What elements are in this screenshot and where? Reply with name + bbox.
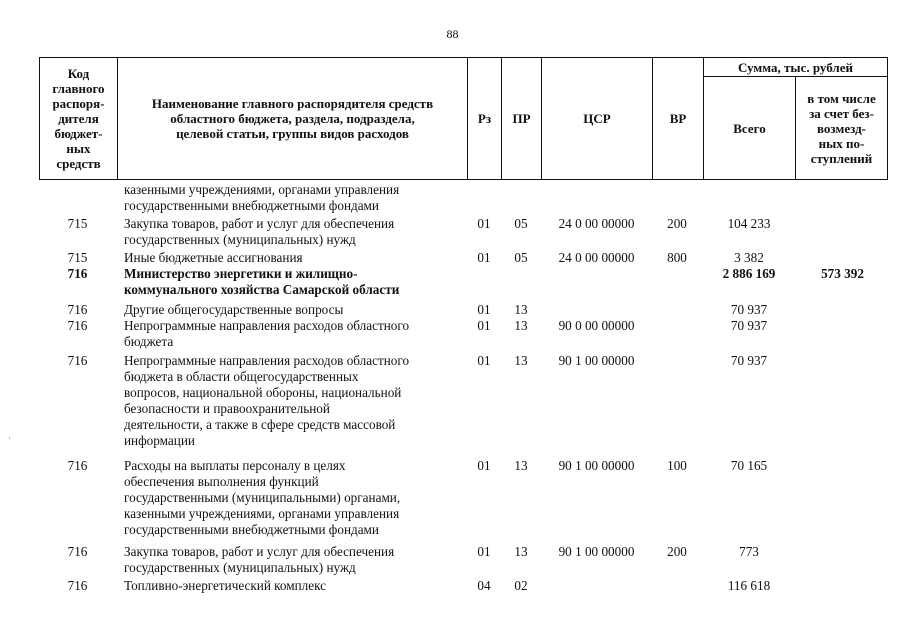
row-pr: 02 <box>514 578 528 593</box>
page-number: 88 <box>446 27 459 41</box>
row-vr: 200 <box>667 216 687 231</box>
row-pr: 13 <box>514 544 528 559</box>
row-name-line: бюджета <box>124 334 174 349</box>
row-name-line: государственных (муниципальных) нужд <box>124 560 356 575</box>
row-name-line: деятельности, а также в сфере средств массовой <box>124 417 396 432</box>
row-total: 70 937 <box>730 318 768 333</box>
row-name-line: безопасности и правоохранительной <box>124 401 330 416</box>
row-total: 773 <box>739 544 759 559</box>
row-vr: 200 <box>667 544 687 559</box>
row-vr: 800 <box>667 250 687 265</box>
row-code: 716 <box>67 266 88 281</box>
row-pr: 13 <box>514 458 528 473</box>
header-incl-line: ступлений <box>810 150 873 166</box>
header-code-line: ных <box>66 141 91 156</box>
row-name-line: государственных (муниципальных) нужд <box>124 232 356 247</box>
row-csr: 24 0 00 00000 <box>558 216 635 231</box>
row-total: 70 937 <box>730 302 768 317</box>
row-rz: 01 <box>477 318 491 333</box>
row-name-line: коммунального хозяйства Самарской области <box>124 282 400 297</box>
header-incl-line: ных по- <box>818 135 865 151</box>
row-pr: 13 <box>514 353 528 368</box>
row-code: 715 <box>67 250 88 265</box>
header-name-line: областного бюджета, раздела, подраздела, <box>170 111 415 126</box>
row-name-line: казенными учреждениями, органами управления <box>124 506 400 521</box>
row-name-line: обеспечения выполнения функций <box>124 474 319 489</box>
row-csr: 90 1 00 00000 <box>558 544 635 559</box>
row-name <box>124 318 409 350</box>
header-name-line: целевой статьи, группы видов расходов <box>176 126 409 141</box>
row-name <box>124 458 400 538</box>
row-name-line: Непрограммные направления расходов областного <box>124 318 410 333</box>
header-total: Всего <box>733 120 766 136</box>
row-csr: 24 0 00 00000 <box>558 250 635 265</box>
row-code: 716 <box>67 302 88 317</box>
row-total: 104 233 <box>727 216 771 231</box>
row-name <box>124 216 394 248</box>
row-code: 716 <box>67 458 88 473</box>
row-code: 716 <box>67 544 88 559</box>
row-name <box>124 266 399 298</box>
row-name-line: Министерство энергетики и жилищно- <box>124 266 358 281</box>
header-incl-line: в том числе <box>807 90 876 106</box>
row-csr: 90 1 00 00000 <box>558 458 635 473</box>
row-name-line: Расходы на выплаты персоналу в целях <box>124 458 346 473</box>
row-name-line: государственными внебюджетными фондами <box>124 198 379 213</box>
row-incl: 573 392 <box>821 266 864 281</box>
row-code: 716 <box>67 578 88 593</box>
row-csr: 90 1 00 00000 <box>558 353 635 368</box>
row-name-line: Непрограммные направления расходов областного <box>124 353 410 368</box>
row-vr: 100 <box>667 458 687 473</box>
row-code: 716 <box>67 318 88 333</box>
row-name-line: Закупка товаров, работ и услуг для обеспечения <box>124 216 395 231</box>
row-rz: 01 <box>477 250 491 265</box>
row-rz: 04 <box>477 578 491 593</box>
row-name <box>124 353 409 449</box>
header-code-line: бюджет- <box>54 126 103 141</box>
row-pr: 13 <box>514 302 528 317</box>
header-code-line: средств <box>56 156 101 171</box>
row-name <box>124 250 303 266</box>
stray-mark: · <box>8 433 11 443</box>
header-code-line: главного <box>52 81 105 96</box>
header-code-line: распоря- <box>52 96 105 111</box>
row-name <box>124 182 399 214</box>
row-name-line: казенными учреждениями, органами управления <box>124 182 400 197</box>
row-name <box>124 302 343 318</box>
row-rz: 01 <box>477 544 491 559</box>
header-code-line: дителя <box>58 111 99 126</box>
header-csr: ЦСР <box>583 111 611 126</box>
header-rz: Рз <box>477 111 492 126</box>
row-name-line: бюджета в области общегосударственных <box>124 369 359 384</box>
row-name-line: государственными (муниципальными) органами, <box>124 490 401 505</box>
row-rz: 01 <box>477 216 491 231</box>
row-rz: 01 <box>477 353 491 368</box>
row-total: 70 165 <box>730 458 768 473</box>
row-name-line: Топливно-энергетический комплекс <box>124 578 327 593</box>
header-sum: Сумма, тыс. рублей <box>738 59 853 75</box>
row-csr: 90 0 00 00000 <box>558 318 635 333</box>
row-total: 2 886 169 <box>722 266 776 281</box>
row-rz: 01 <box>477 458 491 473</box>
row-name <box>124 578 326 594</box>
row-name-line: информации <box>124 433 195 448</box>
header-incl-line: за счет без- <box>809 105 874 121</box>
header-code-line: Код <box>67 66 90 81</box>
row-name-line: вопросов, национальной обороны, национальной <box>124 385 402 400</box>
header-pr: ПР <box>512 111 531 126</box>
row-name-line: Другие общегосударственные вопросы <box>124 302 344 317</box>
row-rz: 01 <box>477 302 491 317</box>
row-total: 3 382 <box>734 250 764 265</box>
row-total: 70 937 <box>730 353 768 368</box>
row-pr: 05 <box>514 250 528 265</box>
row-code: 716 <box>67 353 88 368</box>
header-incl-line: возмезд- <box>817 120 866 136</box>
header-vr: ВР <box>669 111 687 126</box>
row-pr: 05 <box>514 216 528 231</box>
row-name-line: Закупка товаров, работ и услуг для обеспечения <box>124 544 395 559</box>
header-name-line: Наименование главного распорядителя средств <box>151 96 434 111</box>
row-name-line: государственными внебюджетными фондами <box>124 522 379 537</box>
row-code: 715 <box>67 216 88 231</box>
row-pr: 13 <box>514 318 528 333</box>
row-name-line: Иные бюджетные ассигнования <box>124 250 303 265</box>
row-name <box>124 544 394 576</box>
row-total: 116 618 <box>727 578 771 593</box>
